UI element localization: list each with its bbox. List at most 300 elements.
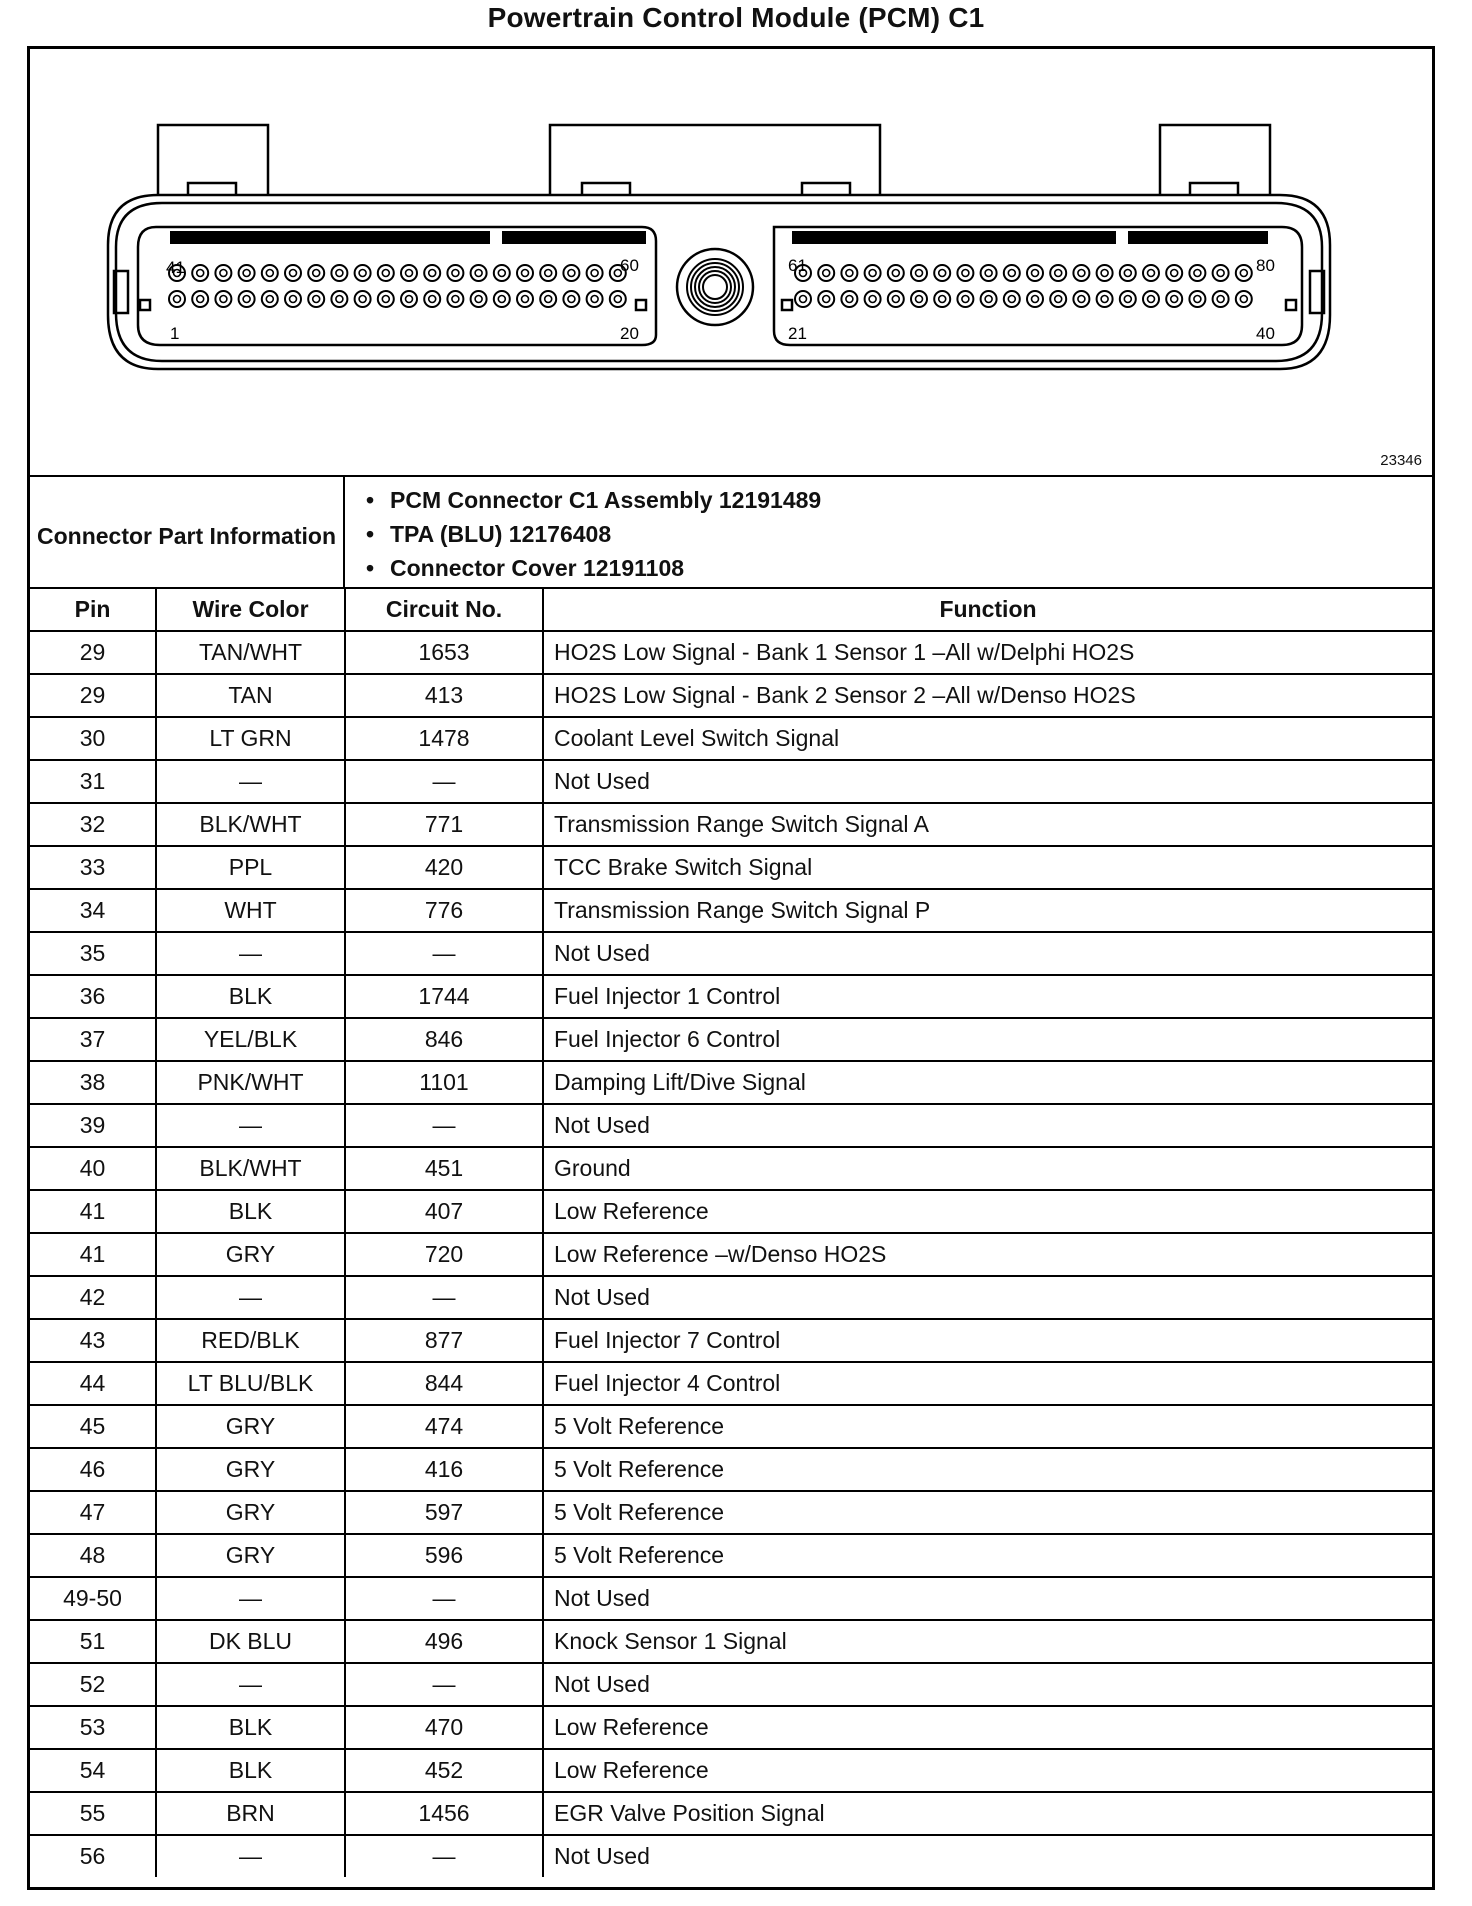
table-row (30, 760, 1432, 803)
function-cell: Ground (543, 1147, 1432, 1190)
pin-socket (378, 291, 394, 307)
circuit-cell: 597 (345, 1491, 543, 1534)
pin-socket (1004, 291, 1020, 307)
circuit-cell: 420 (345, 846, 543, 889)
circuit-cell: 1456 (345, 1792, 543, 1835)
wire-color-cell: GRY (156, 1448, 345, 1491)
pin-socket-center (568, 296, 575, 303)
pin-socket-center (1078, 270, 1085, 277)
pin-socket-center (452, 270, 459, 277)
wire-color-cell: — (156, 1663, 345, 1706)
pin-socket-center (266, 296, 273, 303)
pin-socket (1073, 291, 1089, 307)
connector-part-info-label: Connector Part Information (30, 477, 345, 587)
wire-color-cell: — (156, 760, 345, 803)
part-item: • TPA (BLU) 12176408 (366, 517, 821, 551)
pin-cell: 46 (30, 1448, 156, 1491)
pin-socket-center (962, 270, 969, 277)
pin-socket-center (939, 296, 946, 303)
pin-socket-center (1171, 296, 1178, 303)
header-function: Function (543, 589, 1432, 631)
pin-socket-center (336, 270, 343, 277)
table-row (30, 1491, 1432, 1534)
pin-socket-center (498, 270, 505, 277)
table-row (30, 1405, 1432, 1448)
pin-socket (262, 291, 278, 307)
pin-socket (471, 265, 487, 281)
pin-socket-center (1194, 296, 1201, 303)
connector-part-list (366, 483, 821, 585)
pin-socket-center (545, 270, 552, 277)
wire-color-cell: BLK (156, 1190, 345, 1233)
header-pin: Pin (30, 589, 156, 631)
table-row (30, 975, 1432, 1018)
circuit-cell: 776 (345, 889, 543, 932)
pin-socket (355, 291, 371, 307)
pin-socket (494, 291, 510, 307)
pin-socket-center (359, 296, 366, 303)
pin-label-60: 60 (620, 256, 639, 275)
pin-socket-center (197, 296, 204, 303)
wire-color-cell: — (156, 1577, 345, 1620)
pin-socket (424, 265, 440, 281)
pin-socket-center (1124, 270, 1131, 277)
pin-socket-center (406, 270, 413, 277)
pin-socket (1213, 265, 1229, 281)
pin-socket-center (1055, 270, 1062, 277)
connector-housing (108, 195, 1330, 369)
pin-socket-center (382, 270, 389, 277)
wire-color-cell: — (156, 1276, 345, 1319)
pin-socket-center (290, 296, 297, 303)
pin-socket (447, 265, 463, 281)
pin-socket (1166, 265, 1182, 281)
pin-socket (1143, 265, 1159, 281)
circuit-cell: 407 (345, 1190, 543, 1233)
pin-socket (447, 291, 463, 307)
pin-cell: 38 (30, 1061, 156, 1104)
pin-socket-center (336, 296, 343, 303)
table-row (30, 1663, 1432, 1706)
pin-socket (494, 265, 510, 281)
wire-color-cell: LT GRN (156, 717, 345, 760)
center-latch-tab (550, 125, 880, 195)
pin-socket-center (1008, 296, 1015, 303)
pin-socket (540, 291, 556, 307)
pin-socket (424, 291, 440, 307)
wire-color-cell: BLK (156, 1706, 345, 1749)
pin-cell: 39 (30, 1104, 156, 1147)
table-row (30, 1104, 1432, 1147)
pin-socket (378, 265, 394, 281)
pin-socket-center (869, 296, 876, 303)
function-cell: Not Used (543, 1276, 1432, 1319)
pin-cell: 41 (30, 1190, 156, 1233)
table-row (30, 1319, 1432, 1362)
pin-socket (1097, 265, 1113, 281)
pin-socket-center (892, 296, 899, 303)
pin-socket (1236, 265, 1252, 281)
table-row (30, 1061, 1432, 1104)
pin-cell: 40 (30, 1147, 156, 1190)
wire-color-cell: WHT (156, 889, 345, 932)
pin-socket (818, 291, 834, 307)
function-cell: Transmission Range Switch Signal P (543, 889, 1432, 932)
wire-color-cell: LT BLU/BLK (156, 1362, 345, 1405)
figure-number: 23346 (1380, 452, 1422, 469)
pin-socket (934, 291, 950, 307)
table-row (30, 1792, 1432, 1835)
function-cell: Not Used (543, 1104, 1432, 1147)
function-cell: Damping Lift/Dive Signal (543, 1061, 1432, 1104)
pin-socket-center (823, 296, 830, 303)
table-row (30, 1362, 1432, 1405)
pin-socket-center (1217, 270, 1224, 277)
pin-socket-center (406, 296, 413, 303)
pin-socket-center (823, 270, 830, 277)
wire-color-cell: YEL/BLK (156, 1018, 345, 1061)
document-frame (27, 46, 1435, 1890)
pin-socket-center (382, 296, 389, 303)
pin-socket (934, 265, 950, 281)
part-item: • PCM Connector C1 Assembly 12191489 (366, 483, 821, 517)
pin-socket (911, 291, 927, 307)
function-cell: 5 Volt Reference (543, 1405, 1432, 1448)
pin-cell: 53 (30, 1706, 156, 1749)
circuit-cell: — (345, 1276, 543, 1319)
pin-socket (192, 265, 208, 281)
wire-color-cell: BLK (156, 975, 345, 1018)
pin-label-20: 20 (620, 324, 639, 343)
header-wire-color: Wire Color (156, 589, 345, 631)
pin-socket-center (916, 296, 923, 303)
pin-cell: 34 (30, 889, 156, 932)
circuit-cell: 470 (345, 1706, 543, 1749)
circuit-cell: 844 (345, 1362, 543, 1405)
pin-socket (841, 265, 857, 281)
pin-socket (888, 291, 904, 307)
pin-cell: 41 (30, 1233, 156, 1276)
function-cell: Not Used (543, 760, 1432, 803)
pin-socket-center (1194, 270, 1201, 277)
function-cell: Fuel Injector 6 Control (543, 1018, 1432, 1061)
function-cell: Not Used (543, 932, 1432, 975)
pin-socket-center (800, 296, 807, 303)
pin-cell: 37 (30, 1018, 156, 1061)
connector-diagram (30, 49, 1432, 477)
pin-socket-center (522, 270, 529, 277)
pin-cell: 29 (30, 631, 156, 674)
pin-cell: 52 (30, 1663, 156, 1706)
header-circuit-no: Circuit No. (345, 589, 543, 631)
function-cell: EGR Valve Position Signal (543, 1792, 1432, 1835)
pin-socket (911, 265, 927, 281)
table-row (30, 1147, 1432, 1190)
pin-label-41: 41 (166, 258, 185, 277)
pin-socket (1236, 291, 1252, 307)
page-title: Powertrain Control Module (PCM) C1 (487, 2, 985, 33)
function-cell: Knock Sensor 1 Signal (543, 1620, 1432, 1663)
wire-color-cell: BLK (156, 1749, 345, 1792)
pin-socket-center (498, 296, 505, 303)
pin-socket (471, 291, 487, 307)
pin-socket-center (591, 270, 598, 277)
function-cell: Coolant Level Switch Signal (543, 717, 1432, 760)
table-row (30, 674, 1432, 717)
circuit-cell: 596 (345, 1534, 543, 1577)
circuit-cell: 416 (345, 1448, 543, 1491)
pin-cell: 54 (30, 1749, 156, 1792)
pin-socket (865, 291, 881, 307)
pin-socket (517, 291, 533, 307)
table-row (30, 803, 1432, 846)
pin-socket-center (1101, 296, 1108, 303)
pin-socket (1050, 265, 1066, 281)
pin-socket (1213, 291, 1229, 307)
pin-socket (355, 265, 371, 281)
pin-socket (865, 265, 881, 281)
pin-socket (331, 265, 347, 281)
pin-socket-center (1124, 296, 1131, 303)
circuit-cell: — (345, 1577, 543, 1620)
table-row (30, 1577, 1432, 1620)
pin-socket-center (1171, 270, 1178, 277)
wire-color-cell: — (156, 1104, 345, 1147)
table-row (30, 846, 1432, 889)
pin-socket (517, 265, 533, 281)
pin-socket-center (1148, 270, 1155, 277)
pin-label-1: 1 (170, 324, 180, 343)
pin-label-21: 21 (788, 324, 807, 343)
pin-cell: 43 (30, 1319, 156, 1362)
pin-socket-center (1078, 296, 1085, 303)
wire-color-cell: PNK/WHT (156, 1061, 345, 1104)
table-row (30, 1233, 1432, 1276)
pin-cell: 45 (30, 1405, 156, 1448)
right-pin-cavity (774, 227, 1302, 345)
pin-cell: 36 (30, 975, 156, 1018)
pin-socket-center (429, 270, 436, 277)
part-item: • Connector Cover 12191108 (366, 551, 821, 585)
pin-socket-center (568, 270, 575, 277)
circuit-cell: 451 (345, 1147, 543, 1190)
wire-color-cell: TAN (156, 674, 345, 717)
circuit-cell: — (345, 1104, 543, 1147)
pin-socket-center (892, 270, 899, 277)
pin-socket-center (197, 270, 204, 277)
pin-socket (1120, 265, 1136, 281)
pin-socket-center (1240, 270, 1247, 277)
pin-socket (169, 291, 185, 307)
wire-color-cell: GRY (156, 1233, 345, 1276)
table-row (30, 932, 1432, 975)
pin-socket (215, 291, 231, 307)
pin-socket (1097, 291, 1113, 307)
pin-cell: 55 (30, 1792, 156, 1835)
wire-color-cell: GRY (156, 1534, 345, 1577)
pin-socket-center (243, 296, 250, 303)
pin-socket-center (1240, 296, 1247, 303)
pin-socket (401, 265, 417, 281)
pin-socket-center (614, 296, 621, 303)
left-pin-cavity (138, 227, 656, 345)
pin-socket-center (243, 270, 250, 277)
circuit-cell: — (345, 1835, 543, 1877)
pin-socket-center (290, 270, 297, 277)
pin-socket (563, 291, 579, 307)
pin-socket-center (266, 270, 273, 277)
pin-socket (262, 265, 278, 281)
pin-label-40: 40 (1256, 324, 1275, 343)
pin-socket (610, 291, 626, 307)
pin-socket (1050, 291, 1066, 307)
function-cell: Low Reference –w/Denso HO2S (543, 1233, 1432, 1276)
right-latch-tab (1160, 125, 1270, 195)
pin-socket-center (1055, 296, 1062, 303)
table-row (30, 1835, 1432, 1877)
function-cell: HO2S Low Signal - Bank 2 Sensor 2 –All w/Denso HO2S (543, 674, 1432, 717)
pin-socket (1120, 291, 1136, 307)
pin-socket (331, 291, 347, 307)
pin-socket (1027, 265, 1043, 281)
function-cell: Not Used (543, 1577, 1432, 1620)
pin-socket-center (359, 270, 366, 277)
pin-socket-center (846, 296, 853, 303)
table-row (30, 1749, 1432, 1792)
pin-socket-center (916, 270, 923, 277)
pin-cell: 49-50 (30, 1577, 156, 1620)
pin-cell: 29 (30, 674, 156, 717)
pin-socket (1073, 265, 1089, 281)
wire-color-cell: — (156, 932, 345, 975)
pin-cell: 42 (30, 1276, 156, 1319)
pin-socket (192, 291, 208, 307)
pin-socket (285, 291, 301, 307)
pin-socket-center (962, 296, 969, 303)
function-cell: Fuel Injector 7 Control (543, 1319, 1432, 1362)
pin-socket (215, 265, 231, 281)
circuit-cell: 452 (345, 1749, 543, 1792)
table-row (30, 1190, 1432, 1233)
table-row (30, 1448, 1432, 1491)
table-row (30, 631, 1432, 674)
connector-part-info (30, 477, 1432, 589)
pin-socket (587, 265, 603, 281)
pin-socket-center (313, 296, 320, 303)
pin-socket (818, 265, 834, 281)
pin-socket-center (1008, 270, 1015, 277)
center-bolt (677, 249, 753, 325)
pin-socket (1166, 291, 1182, 307)
circuit-cell: 413 (345, 674, 543, 717)
pin-socket (285, 265, 301, 281)
pin-socket (888, 265, 904, 281)
pin-socket (841, 291, 857, 307)
table-row (30, 1706, 1432, 1749)
pin-table-body (30, 631, 1432, 1877)
pin-table (30, 589, 1432, 1877)
table-row (30, 889, 1432, 932)
pin-socket (957, 291, 973, 307)
wire-color-cell: BLK/WHT (156, 1147, 345, 1190)
pin-cell: 56 (30, 1835, 156, 1877)
function-cell: Low Reference (543, 1749, 1432, 1792)
pin-socket-center (1032, 270, 1039, 277)
pin-socket-center (591, 296, 598, 303)
pin-socket (795, 291, 811, 307)
table-header-row (30, 589, 1432, 631)
pin-socket (239, 291, 255, 307)
table-row (30, 1620, 1432, 1663)
table-row (30, 1534, 1432, 1577)
wire-color-cell: — (156, 1835, 345, 1877)
pin-socket (1143, 291, 1159, 307)
pin-socket-center (220, 296, 227, 303)
wire-color-cell: GRY (156, 1405, 345, 1448)
pin-socket-center (846, 270, 853, 277)
function-cell: Low Reference (543, 1706, 1432, 1749)
pin-socket (540, 265, 556, 281)
pin-socket (563, 265, 579, 281)
table-row (30, 717, 1432, 760)
pin-socket (1189, 265, 1205, 281)
circuit-cell: 1101 (345, 1061, 543, 1104)
pin-socket-center (1217, 296, 1224, 303)
pin-socket (587, 291, 603, 307)
function-cell: Transmission Range Switch Signal A (543, 803, 1432, 846)
pin-socket-center (429, 296, 436, 303)
function-cell: Not Used (543, 1835, 1432, 1877)
function-cell: Not Used (543, 1663, 1432, 1706)
pin-socket-center (939, 270, 946, 277)
circuit-cell: 1478 (345, 717, 543, 760)
wire-color-cell: GRY (156, 1491, 345, 1534)
pin-socket-center (313, 270, 320, 277)
function-cell: TCC Brake Switch Signal (543, 846, 1432, 889)
wire-color-cell: BRN (156, 1792, 345, 1835)
pin-socket-center (545, 296, 552, 303)
circuit-cell: 1744 (345, 975, 543, 1018)
circuit-cell: 877 (345, 1319, 543, 1362)
circuit-cell: — (345, 932, 543, 975)
pin-socket (401, 291, 417, 307)
wire-color-cell: DK BLU (156, 1620, 345, 1663)
pin-cell: 33 (30, 846, 156, 889)
circuit-cell: 771 (345, 803, 543, 846)
left-latch-tab (158, 125, 268, 195)
circuit-cell: — (345, 1663, 543, 1706)
pin-cell: 35 (30, 932, 156, 975)
pin-cell: 47 (30, 1491, 156, 1534)
function-cell: 5 Volt Reference (543, 1534, 1432, 1577)
pin-socket-center (1101, 270, 1108, 277)
pin-socket-center (869, 270, 876, 277)
function-cell: Low Reference (543, 1190, 1432, 1233)
pin-socket-center (475, 270, 482, 277)
table-row (30, 1018, 1432, 1061)
pin-cell: 32 (30, 803, 156, 846)
pin-socket-center (985, 296, 992, 303)
circuit-cell: 496 (345, 1620, 543, 1663)
pin-socket (308, 265, 324, 281)
pin-socket-center (220, 270, 227, 277)
pin-cell: 44 (30, 1362, 156, 1405)
pin-socket (1189, 291, 1205, 307)
pin-socket (981, 265, 997, 281)
circuit-cell: 720 (345, 1233, 543, 1276)
pin-label-80: 80 (1256, 256, 1275, 275)
pin-cell: 51 (30, 1620, 156, 1663)
